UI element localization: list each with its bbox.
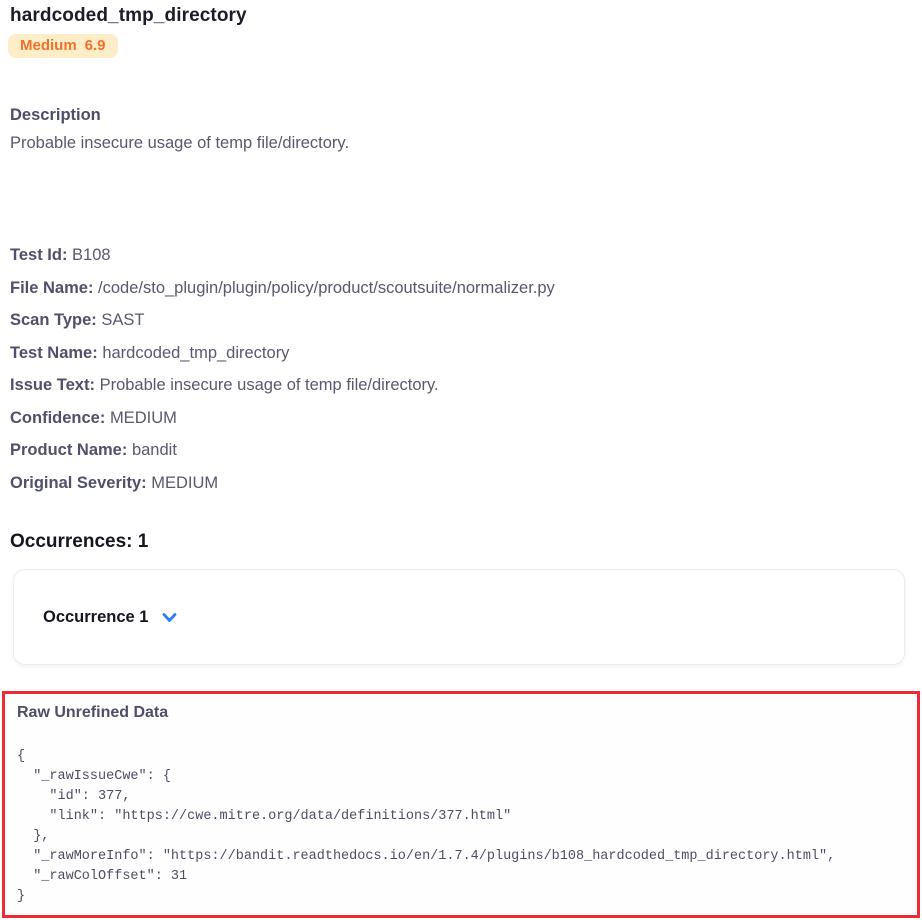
finding-details <box>10 239 922 499</box>
finding-detail-page <box>0 4 922 920</box>
detail-label: Issue Text: <box>10 376 95 394</box>
detail-value: B108 <box>72 246 111 264</box>
occurrence-1-label: Occurrence 1 <box>43 607 149 626</box>
severity-badge <box>8 34 118 58</box>
detail-value: Probable insecure usage of temp file/directory. <box>99 376 439 394</box>
description-text: Probable insecure usage of temp file/directory. <box>10 134 350 152</box>
detail-label: Test Id: <box>10 246 68 264</box>
code-line: "id": 377, <box>17 789 131 804</box>
severity-score: 6.9 <box>84 37 106 54</box>
detail-row-original-severity <box>10 467 922 500</box>
detail-row-confidence <box>10 402 922 435</box>
occurrence-1-toggle[interactable] <box>43 608 179 627</box>
code-line: "_rawColOffset": 31 <box>17 869 188 884</box>
description-heading: Description <box>10 106 101 124</box>
detail-label: Confidence: <box>10 408 106 427</box>
code-line: } <box>17 889 26 904</box>
occurrences-heading: Occurrences: 1 <box>10 531 149 552</box>
detail-label: Test Name: <box>10 343 98 362</box>
detail-row-test-name <box>10 337 922 370</box>
severity-badge-row <box>0 27 922 58</box>
detail-value: hardcoded_tmp_directory <box>102 343 290 362</box>
detail-row-test-id <box>10 239 922 272</box>
raw-unrefined-data-panel <box>2 691 920 918</box>
detail-value: MEDIUM <box>151 473 219 492</box>
raw-data-heading: Raw Unrefined Data <box>17 704 169 721</box>
detail-row-issue-text <box>10 369 922 402</box>
severity-label: Medium <box>20 37 77 54</box>
chevron-down-icon <box>160 608 179 627</box>
detail-row-file-name <box>10 272 922 305</box>
detail-label: File Name: <box>10 278 94 297</box>
code-line: }, <box>17 829 50 844</box>
occurrence-card <box>13 569 905 665</box>
detail-value: MEDIUM <box>109 408 177 427</box>
detail-label: Product Name: <box>10 441 128 459</box>
detail-value: SAST <box>101 311 145 329</box>
detail-label: Scan Type: <box>10 311 97 329</box>
detail-row-product-name <box>10 434 922 467</box>
code-line: "_rawIssueCwe": { <box>17 769 171 784</box>
code-line: "_rawMoreInfo": "https://bandit.readthedocs.io/en/1.7.4/plugins/b108_hardcoded_tmp_directory.html", <box>17 849 836 864</box>
detail-value: bandit <box>131 441 177 459</box>
code-line: "link": "https://cwe.mitre.org/data/definitions/377.html" <box>17 809 512 824</box>
page-title: hardcoded_tmp_directory <box>10 5 247 26</box>
detail-value: /code/sto_plugin/plugin/policy/product/scoutsuite/normalizer.py <box>98 278 555 297</box>
detail-label: Original Severity: <box>10 473 147 492</box>
code-line: { <box>17 749 26 764</box>
detail-row-scan-type <box>10 304 922 337</box>
raw-json-code-block <box>17 747 917 907</box>
